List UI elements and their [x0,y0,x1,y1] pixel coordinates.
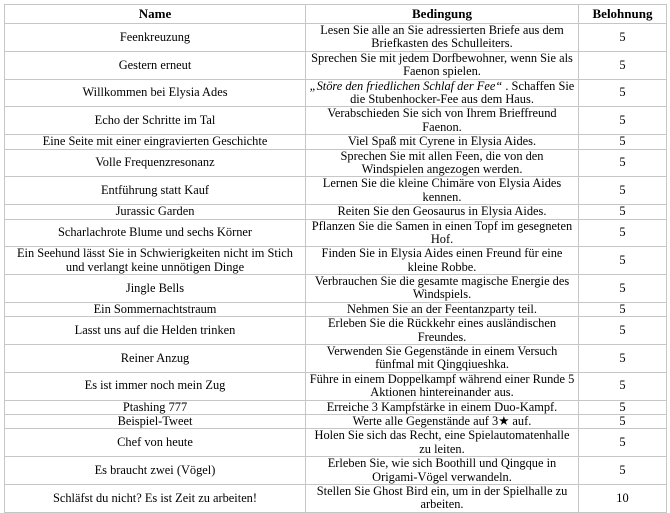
quest-condition-text: Erleben Sie, wie sich Boothill und Qingque in Origami-Vögel verwandeln. [327,456,557,484]
quest-condition [306,457,579,485]
quest-condition-text: Viel Spaß mit Cyrene in Elysia Aides. [347,134,537,149]
table-row [5,484,667,512]
quest-condition [306,484,579,512]
quest-condition [306,51,579,79]
quest-condition-text: . Schaffen Sie die Stubenhocker-Fee aus dem Haus. [350,79,575,106]
table-row [5,51,667,79]
quest-condition [306,400,579,414]
quest-condition [306,414,579,428]
quest-condition-text: Führe in einem Doppelkampf während einer Runde 5 Aktionen hintereinander aus. [309,372,575,400]
quest-name: Feenkreuzung [5,24,306,52]
quest-reward: 5 [579,275,667,303]
quest-condition [306,107,579,135]
quest-condition-text: Sprechen Sie mit allen Feen, die von den Windspielen angezogen werden. [340,149,544,176]
quest-condition [306,302,579,316]
quest-condition-text: Pflanzen Sie die Samen in einen Topf im gesegneten Hof. [311,219,573,246]
quest-condition [306,177,579,205]
quest-name: Schläfst du nicht? Es ist Zeit zu arbeiten! [5,484,306,512]
quest-reward: 5 [579,247,667,275]
table-row [5,372,667,400]
quest-name: Willkommen bei Elysia Ades [5,79,306,107]
quest-condition [306,205,579,219]
quest-condition-text: Reiten Sie den Geosaurus in Elysia Aides. [337,204,547,219]
quest-condition-text: Verabschieden Sie sich von Ihrem Brieffreund Faenon. [327,106,557,134]
table-header [5,5,667,24]
quest-name: Scharlachrote Blume und sechs Körner [5,219,306,247]
table-row [5,400,667,414]
quest-reward: 5 [579,107,667,135]
quest-table [4,4,667,513]
quest-reward: 5 [579,414,667,428]
quest-condition-text: Finden Sie in Elysia Aides einen Freund für eine kleine Robbe. [321,246,563,274]
quest-name: Gestern erneut [5,51,306,79]
quest-reward: 5 [579,372,667,400]
quest-name: Lasst uns auf die Helden trinken [5,317,306,345]
quest-condition-quote: „Störe den friedlichen Schlaf der Fee“ [309,79,503,93]
quest-name: Jurassic Garden [5,205,306,219]
table-row [5,149,667,177]
column-header-belohnung: Belohnung [579,5,667,24]
quest-reward: 5 [579,79,667,107]
quest-condition [306,317,579,345]
quest-condition-text: Lernen Sie die kleine Chimäre von Elysia Aides kennen. [322,176,562,204]
quest-name: Es braucht zwei (Vögel) [5,457,306,485]
quest-reward: 5 [579,429,667,457]
quest-condition-text: Verbrauchen Sie die gesamte magische Energie des Windspiels. [314,274,570,302]
quest-reward: 5 [579,302,667,316]
quest-condition [306,24,579,52]
header-row [5,5,667,24]
quest-condition [306,345,579,373]
quest-condition-text: Nehmen Sie an der Feentanzparty teil. [347,302,537,316]
quest-reward: 5 [579,317,667,345]
quest-reward: 5 [579,400,667,414]
quest-name: Echo der Schritte im Tal [5,107,306,135]
table-row [5,345,667,373]
quest-reward: 5 [579,345,667,373]
column-header-bedingung: Bedingung [306,5,579,24]
quest-reward: 5 [579,219,667,247]
quest-name: Reiner Anzug [5,345,306,373]
quest-name: Chef von heute [5,429,306,457]
quest-condition-text: Erleben Sie die Rückkehr eines ausländischen Freundes. [327,316,557,344]
quest-name: Entführung statt Kauf [5,177,306,205]
quest-name: Beispiel-Tweet [5,414,306,428]
table-row [5,219,667,247]
quest-reward: 5 [579,149,667,177]
table-row [5,317,667,345]
quest-condition-text: Sprechen Sie mit jedem Dorfbewohner, wenn Sie als Faenon spielen. [311,51,573,79]
column-header-name: Name [5,5,306,24]
table-row [5,457,667,485]
quest-condition-text: Holen Sie sich das Recht, eine Spielautomatenhalle zu leiten. [314,428,570,456]
quest-condition [306,219,579,247]
quest-reward: 10 [579,484,667,512]
table-row [5,429,667,457]
table-body [5,24,667,513]
quest-name: Ein Sommernachtstraum [5,302,306,316]
table-row [5,135,667,149]
quest-name: Eine Seite mit einer eingravierten Geschichte [5,135,306,149]
quest-name: Ptashing 777 [5,400,306,414]
quest-condition [306,275,579,303]
quest-name: Jingle Bells [5,275,306,303]
quest-condition [306,372,579,400]
quest-condition [306,149,579,177]
quest-reward: 5 [579,177,667,205]
quest-condition-text: Erreiche 3 Kampfstärke in einem Duo-Kampf. [326,400,558,414]
quest-reward: 5 [579,205,667,219]
quest-condition [306,135,579,149]
quest-condition [306,429,579,457]
quest-condition-text: Stellen Sie Ghost Bird ein, um in der Spielhalle zu arbeiten. [316,484,568,512]
table-row [5,275,667,303]
quest-condition [306,79,579,107]
quest-name: Volle Frequenzresonanz [5,149,306,177]
table-row [5,205,667,219]
quest-reward: 5 [579,24,667,52]
quest-condition [306,247,579,275]
table-row [5,79,667,107]
table-row [5,414,667,428]
quest-name: Es ist immer noch mein Zug [5,372,306,400]
quest-condition-text: Werte alle Gegenstände auf 3★ auf. [352,414,532,428]
quest-reward: 5 [579,457,667,485]
table-row [5,107,667,135]
table-row [5,177,667,205]
table-row [5,302,667,316]
quest-condition-text: Verwenden Sie Gegenstände in einem Versuch fünfmal mit Qingqiueshka. [326,344,558,372]
quest-reward: 5 [579,51,667,79]
quest-name: Ein Seehund lässt Sie in Schwierigkeiten nicht im Stich und verlangt keine unnötigen Dinge [5,247,306,275]
table-row [5,24,667,52]
quest-reward: 5 [579,135,667,149]
quest-condition-text: Lesen Sie alle an Sie adressierten Briefe aus dem Briefkasten des Schulleiters. [320,23,564,51]
table-row [5,247,667,275]
